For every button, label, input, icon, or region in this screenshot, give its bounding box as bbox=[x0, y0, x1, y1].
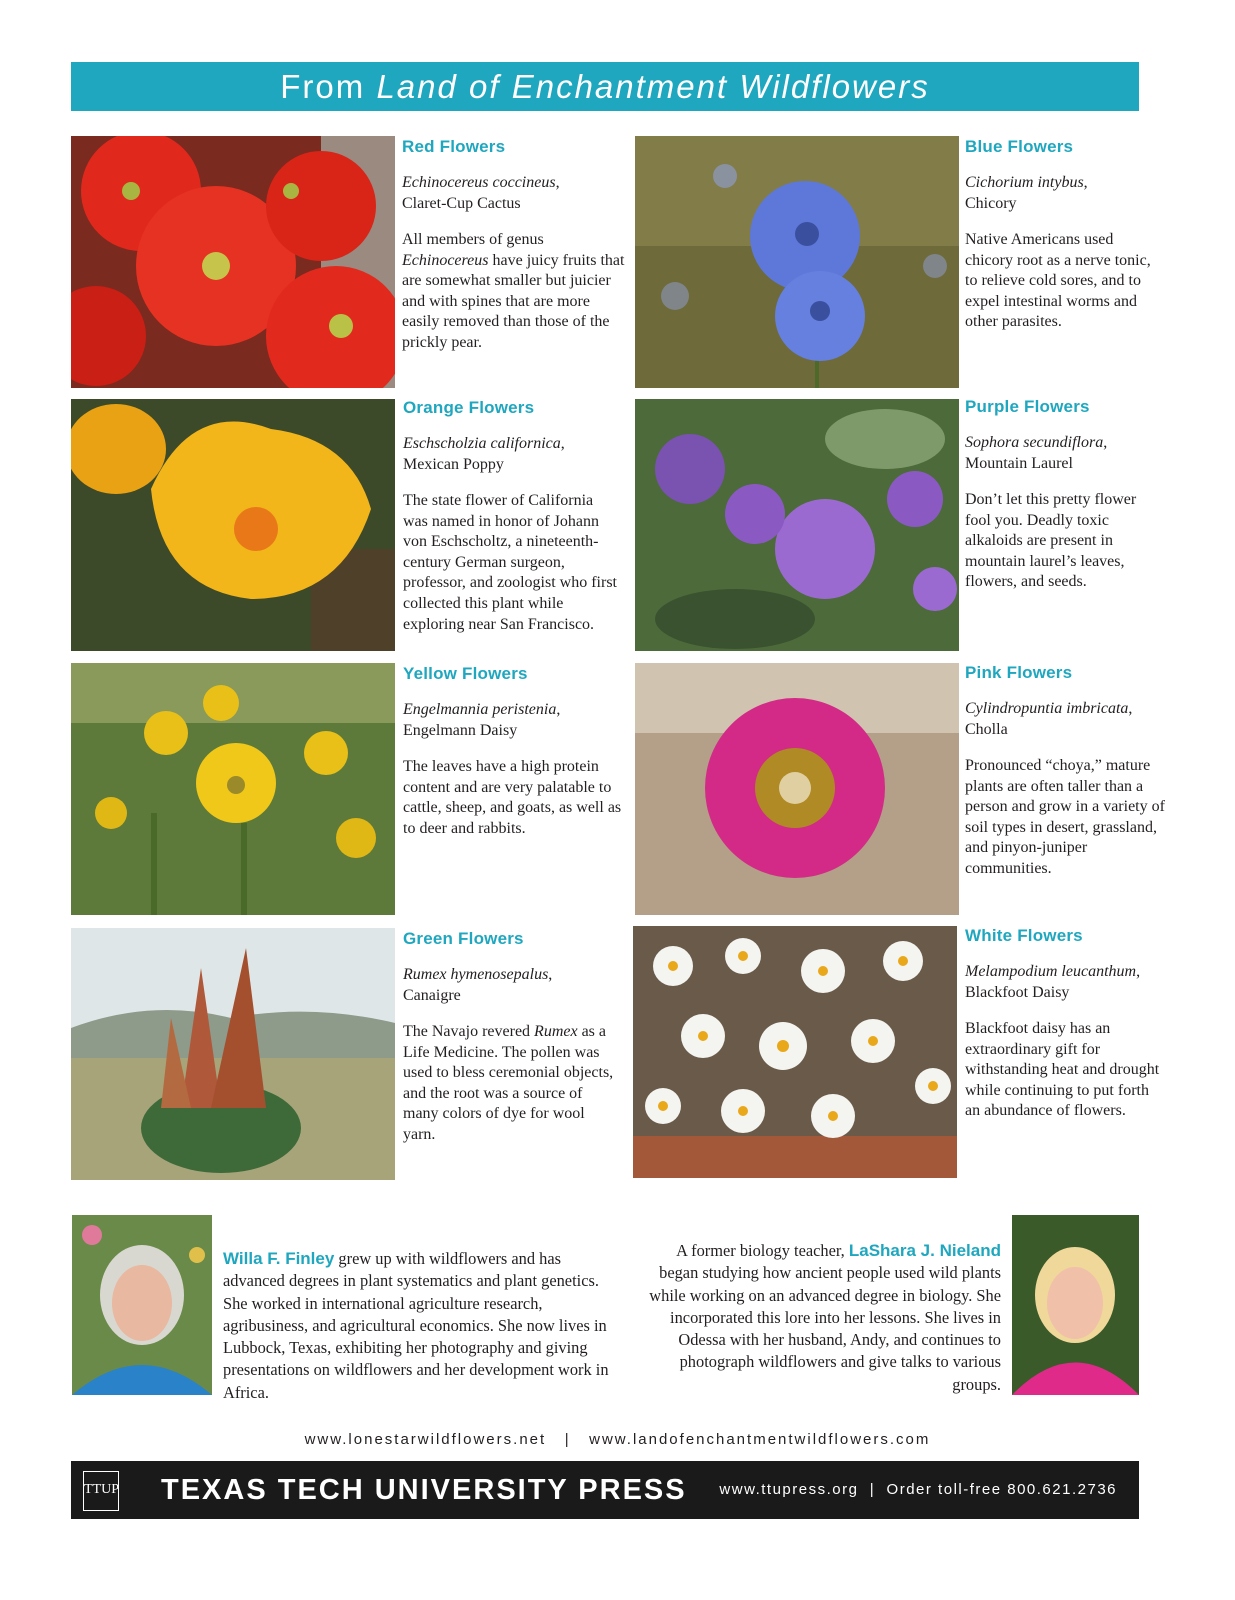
common-name: Mountain Laurel bbox=[965, 455, 1073, 472]
flower-description: The leaves have a high protein content and are very palatable to cattle, sheep, and goats, as well as to deer and rabbits. bbox=[403, 758, 622, 837]
flower-entry-orange bbox=[403, 397, 618, 635]
photo-green-flowers bbox=[71, 928, 395, 1180]
photo-white-flowers bbox=[633, 926, 957, 1178]
common-name: Cholla bbox=[965, 721, 1008, 738]
photo-blue-flowers bbox=[635, 136, 959, 388]
link-lonestar[interactable]: www.lonestarwildflowers.net bbox=[304, 1431, 547, 1448]
scientific-name: Engelmannia peristenia bbox=[403, 701, 557, 718]
banner-prefix: From bbox=[280, 68, 366, 105]
banner-title: Land of Enchantment Wildflowers bbox=[376, 68, 930, 105]
flower-entry-purple bbox=[965, 396, 1160, 593]
order-phone: Order toll-free 800.621.2736 bbox=[886, 1481, 1117, 1498]
scientific-name: Rumex hymenosepalus bbox=[403, 966, 549, 983]
photo-red-flowers bbox=[71, 136, 395, 388]
scientific-name: Cylindropuntia imbricata bbox=[965, 700, 1129, 717]
press-footer bbox=[71, 1461, 1139, 1519]
flower-heading: Green Flowers bbox=[403, 929, 524, 948]
flower-description: All members of genus Echinocereus have juicy fruits that are somewhat smaller but juicier and with spines that are more easily removed than those of the prickly pear. bbox=[402, 231, 625, 351]
author-name: Willa F. Finley bbox=[223, 1249, 335, 1268]
flower-description: The Navajo revered Rumex as a Life Medicine. The pollen was used to bless ceremonial objects, and the root was a source of many colors of dye for wool yarn. bbox=[403, 1023, 614, 1143]
common-name: Engelmann Daisy bbox=[403, 722, 518, 739]
common-name: Blackfoot Daisy bbox=[965, 984, 1070, 1001]
photo-purple-flowers bbox=[635, 399, 959, 651]
flower-names: Engelmannia peristenia, Engelmann Daisy bbox=[403, 701, 561, 739]
flower-heading: Blue Flowers bbox=[965, 137, 1074, 156]
flower-entry-white bbox=[965, 925, 1165, 1122]
scientific-name: Sophora secundiflora bbox=[965, 434, 1104, 451]
flower-description: Don’t let this pretty flower fool you. Deadly toxic alkaloids are present in mountain laurel’s leaves, flowers, and seeds. bbox=[965, 491, 1137, 591]
flower-names: Melampodium leucanthum, Blackfoot Daisy bbox=[965, 963, 1141, 1001]
flower-description: The state flower of California was named in honor of Johann von Eschscholtz, a nineteenth-century German surgeon, professor, and zoologist who first collected this plant while exploring near San Francisco. bbox=[403, 492, 617, 633]
press-website[interactable]: www.ttupress.org bbox=[719, 1481, 859, 1498]
scientific-name: Melampodium leucanthum bbox=[965, 963, 1137, 980]
common-name: Mexican Poppy bbox=[403, 456, 504, 473]
flower-entry-pink bbox=[965, 662, 1165, 880]
flower-description: Native Americans used chicory root as a nerve tonic, to relieve cold sores, and to expel intestinal worms and other parasites. bbox=[965, 231, 1151, 331]
page-banner bbox=[71, 62, 1139, 111]
flower-heading: Orange Flowers bbox=[403, 398, 535, 417]
press-contact bbox=[719, 1461, 1117, 1519]
photo-orange-flowers bbox=[71, 399, 395, 651]
common-name: Chicory bbox=[965, 195, 1017, 212]
link-land-of-enchantment[interactable]: www.landofenchantmentwildflowers.com bbox=[589, 1431, 931, 1448]
photo-yellow-flowers bbox=[71, 663, 395, 915]
flower-names: Cylindropuntia imbricata, Cholla bbox=[965, 700, 1133, 738]
author-photo-finley bbox=[72, 1215, 212, 1395]
flower-entry-red bbox=[402, 136, 630, 354]
flower-heading: Yellow Flowers bbox=[403, 664, 528, 683]
flower-entry-yellow bbox=[403, 663, 628, 839]
common-name: Canaigre bbox=[403, 987, 461, 1004]
flower-heading: Purple Flowers bbox=[965, 397, 1090, 416]
flower-entry-green bbox=[403, 928, 618, 1146]
scientific-name: Eschscholzia californica bbox=[403, 435, 561, 452]
flower-names: Cichorium intybus, Chicory bbox=[965, 174, 1088, 212]
flower-names: Sophora secundiflora, Mountain Laurel bbox=[965, 434, 1108, 472]
scientific-name: Cichorium intybus bbox=[965, 174, 1084, 191]
contact-separator: | bbox=[869, 1481, 876, 1498]
author-bio-nieland: A former biology teacher, LaShara J. Nieland began studying how ancient people used wild plants while working on an advanced degree in biology. She incorporated this lore into her lessons. She lives in Odessa with her husband, Andy, and continues to photograph wildflowers and give talks to various groups. bbox=[649, 1241, 1001, 1394]
website-links bbox=[0, 1431, 1235, 1448]
flower-description: Pronounced “choya,” mature plants are often taller than a person and grow in a variety of soil types in desert, grassland, and pinyon-juniper communities. bbox=[965, 757, 1165, 877]
photo-pink-flowers bbox=[635, 663, 959, 915]
author-name: LaShara J. Nieland bbox=[848, 1241, 1001, 1260]
flower-names: Rumex hymenosepalus, Canaigre bbox=[403, 966, 553, 1004]
flower-names: Eschscholzia californica, Mexican Poppy bbox=[403, 435, 565, 473]
flower-entry-blue bbox=[965, 136, 1165, 333]
ttup-logo: TTUP bbox=[83, 1471, 119, 1511]
flower-names: Echinocereus coccineus, Claret-Cup Cactus bbox=[402, 174, 560, 212]
author-bio-finley: Willa F. Finley grew up with wildflowers and has advanced degrees in plant systematics and plant genetics. She worked in international agriculture research, agribusiness, and agricultural economics. She now lives in Lubbock, Texas, exhibiting her photography and giving presentations on wildflowers and her development work in Africa. bbox=[223, 1249, 609, 1402]
link-separator: | bbox=[564, 1431, 571, 1448]
flower-description: Blackfoot daisy has an extraordinary gift for withstanding heat and drought while continuing to put forth an abundance of flowers. bbox=[965, 1020, 1160, 1120]
flower-heading: Red Flowers bbox=[402, 137, 506, 156]
flower-heading: Pink Flowers bbox=[965, 663, 1073, 682]
common-name: Claret-Cup Cactus bbox=[402, 195, 521, 212]
flower-heading: White Flowers bbox=[965, 926, 1083, 945]
press-name: TEXAS TECH UNIVERSITY PRESS bbox=[161, 1474, 687, 1506]
author-photo-nieland bbox=[1012, 1215, 1139, 1395]
scientific-name: Echinocereus coccineus bbox=[402, 174, 556, 191]
